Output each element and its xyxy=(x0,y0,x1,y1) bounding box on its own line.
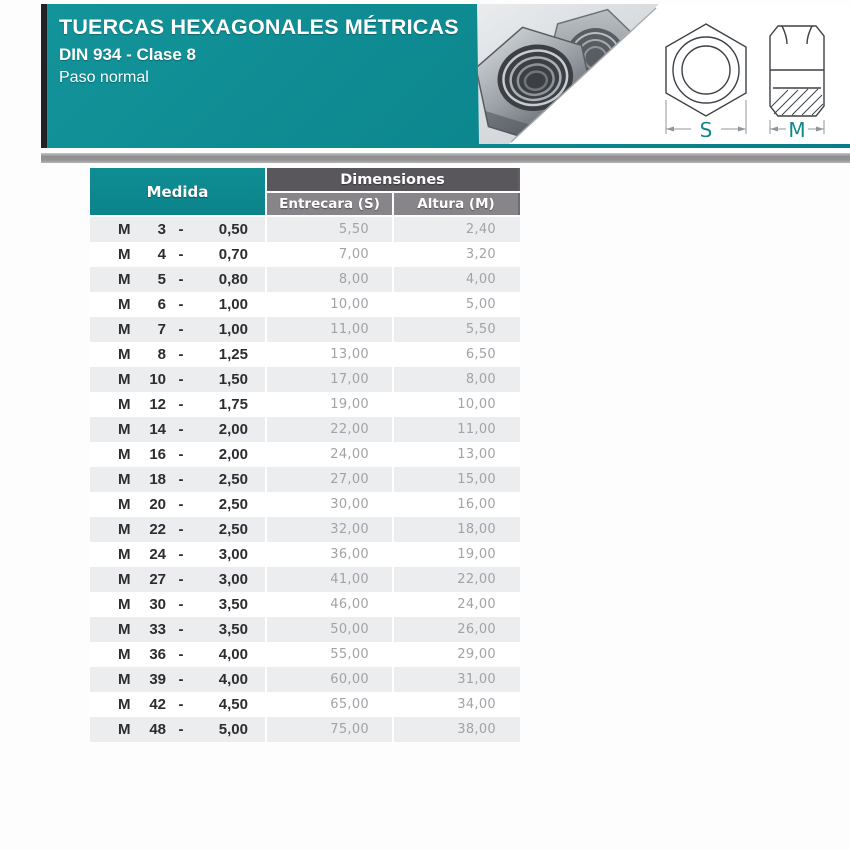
divider-bar xyxy=(41,153,850,163)
entrecara-value: 8,00 xyxy=(267,267,392,292)
medida-size: 39 xyxy=(149,671,166,688)
medida-dash: - xyxy=(178,621,184,638)
medida-size: 18 xyxy=(149,471,166,488)
medida-pitch: 3,50 xyxy=(218,621,248,638)
medida-size: 6 xyxy=(157,296,166,313)
altura-value: 38,00 xyxy=(394,717,520,742)
medida-prefix: M xyxy=(118,596,131,613)
medida-size: 3 xyxy=(157,221,166,238)
medida-prefix: M xyxy=(118,346,131,363)
table-row xyxy=(90,667,520,692)
medida-size: 7 xyxy=(157,321,166,338)
medida-dash: - xyxy=(178,546,184,563)
table-row xyxy=(90,342,520,367)
medida-cell xyxy=(90,642,265,667)
medida-pitch: 4,00 xyxy=(218,671,248,688)
altura-value: 34,00 xyxy=(394,692,520,717)
entrecara-value: 50,00 xyxy=(267,617,392,642)
entrecara-value: 32,00 xyxy=(267,517,392,542)
altura-value: 15,00 xyxy=(394,467,520,492)
medida-prefix: M xyxy=(118,221,131,238)
entrecara-value: 27,00 xyxy=(267,467,392,492)
medida-dash: - xyxy=(178,471,184,488)
medida-dash: - xyxy=(178,396,184,413)
medida-cell xyxy=(90,417,265,442)
medida-dash: - xyxy=(178,696,184,713)
medida-cell xyxy=(90,567,265,592)
table-row xyxy=(90,392,520,417)
altura-value: 5,50 xyxy=(394,317,520,342)
table-row xyxy=(90,442,520,467)
medida-pitch: 2,00 xyxy=(218,421,248,438)
entrecara-value: 22,00 xyxy=(267,417,392,442)
table-body xyxy=(90,217,520,742)
nut-dimension-diagrams xyxy=(658,12,838,140)
entrecara-value: 7,00 xyxy=(267,242,392,267)
paso-subtitle: Paso normal xyxy=(59,69,149,86)
table-row xyxy=(90,692,520,717)
medida-cell xyxy=(90,367,265,392)
altura-value: 5,00 xyxy=(394,292,520,317)
medida-dash: - xyxy=(178,446,184,463)
table-row xyxy=(90,317,520,342)
entrecara-value: 75,00 xyxy=(267,717,392,742)
medida-prefix: M xyxy=(118,571,131,588)
medida-dash: - xyxy=(178,346,184,363)
table-row xyxy=(90,617,520,642)
diagram-label-s: S xyxy=(699,118,713,140)
entrecara-value: 41,00 xyxy=(267,567,392,592)
medida-size: 48 xyxy=(149,721,166,738)
medida-dash: - xyxy=(178,521,184,538)
medida-pitch: 1,75 xyxy=(218,396,248,413)
medida-prefix: M xyxy=(118,546,131,563)
medida-cell xyxy=(90,542,265,567)
medida-cell xyxy=(90,717,265,742)
table-row xyxy=(90,542,520,567)
medida-size: 20 xyxy=(149,496,166,513)
entrecara-value: 17,00 xyxy=(267,367,392,392)
altura-value: 3,20 xyxy=(394,242,520,267)
medida-cell xyxy=(90,317,265,342)
altura-value: 26,00 xyxy=(394,617,520,642)
medida-cell xyxy=(90,242,265,267)
medida-size: 27 xyxy=(149,571,166,588)
medida-dash: - xyxy=(178,646,184,663)
medida-prefix: M xyxy=(118,646,131,663)
entrecara-value: 36,00 xyxy=(267,542,392,567)
medida-pitch: 3,50 xyxy=(218,596,248,613)
table-row xyxy=(90,467,520,492)
medida-prefix: M xyxy=(118,371,131,388)
medida-size: 22 xyxy=(149,521,166,538)
medida-prefix: M xyxy=(118,621,131,638)
medida-cell xyxy=(90,392,265,417)
medida-prefix: M xyxy=(118,246,131,263)
medida-size: 10 xyxy=(149,371,166,388)
altura-value: 16,00 xyxy=(394,492,520,517)
medida-prefix: M xyxy=(118,696,131,713)
medida-prefix: M xyxy=(118,446,131,463)
table-row xyxy=(90,217,520,242)
medida-dash: - xyxy=(178,221,184,238)
medida-size: 24 xyxy=(149,546,166,563)
altura-value: 10,00 xyxy=(394,392,520,417)
entrecara-value: 65,00 xyxy=(267,692,392,717)
table-row xyxy=(90,642,520,667)
altura-value: 24,00 xyxy=(394,592,520,617)
medida-prefix: M xyxy=(118,721,131,738)
medida-pitch: 2,50 xyxy=(218,521,248,538)
medida-pitch: 3,00 xyxy=(218,571,248,588)
medida-cell xyxy=(90,592,265,617)
medida-size: 30 xyxy=(149,596,166,613)
page-edge-strip xyxy=(41,4,47,148)
medida-prefix: M xyxy=(118,396,131,413)
diagram-label-m: M xyxy=(788,118,806,140)
altura-value: 4,00 xyxy=(394,267,520,292)
table-row xyxy=(90,567,520,592)
title-block xyxy=(59,15,459,87)
medida-cell xyxy=(90,292,265,317)
entrecara-value: 13,00 xyxy=(267,342,392,367)
medida-cell xyxy=(90,517,265,542)
table-row xyxy=(90,242,520,267)
medida-dash: - xyxy=(178,296,184,313)
table-row xyxy=(90,367,520,392)
altura-value: 11,00 xyxy=(394,417,520,442)
medida-pitch: 2,50 xyxy=(218,471,248,488)
medida-pitch: 3,00 xyxy=(218,546,248,563)
medida-size: 5 xyxy=(157,271,166,288)
altura-value: 2,40 xyxy=(394,217,520,242)
medida-prefix: M xyxy=(118,296,131,313)
table-row xyxy=(90,517,520,542)
entrecara-value: 60,00 xyxy=(267,667,392,692)
dimensions-table xyxy=(90,168,520,742)
medida-prefix: M xyxy=(118,496,131,513)
medida-pitch: 1,00 xyxy=(218,321,248,338)
medida-pitch: 2,00 xyxy=(218,446,248,463)
col-header-dimensiones: Dimensiones xyxy=(267,168,520,191)
col-header-medida: Medida xyxy=(90,168,265,215)
entrecara-value: 11,00 xyxy=(267,317,392,342)
medida-pitch: 0,70 xyxy=(218,246,248,263)
medida-cell xyxy=(90,267,265,292)
medida-cell xyxy=(90,692,265,717)
medida-dash: - xyxy=(178,596,184,613)
table-row xyxy=(90,417,520,442)
medida-prefix: M xyxy=(118,471,131,488)
altura-value: 18,00 xyxy=(394,517,520,542)
medida-dash: - xyxy=(178,421,184,438)
medida-pitch: 0,80 xyxy=(218,271,248,288)
medida-cell xyxy=(90,667,265,692)
medida-size: 12 xyxy=(149,396,166,413)
medida-dash: - xyxy=(178,721,184,738)
altura-value: 8,00 xyxy=(394,367,520,392)
altura-value: 6,50 xyxy=(394,342,520,367)
col-header-entrecara: Entrecara (S) xyxy=(267,193,392,215)
medida-pitch: 4,00 xyxy=(218,646,248,663)
medida-pitch: 1,50 xyxy=(218,371,248,388)
entrecara-value: 46,00 xyxy=(267,592,392,617)
medida-cell xyxy=(90,617,265,642)
entrecara-value: 30,00 xyxy=(267,492,392,517)
altura-value: 13,00 xyxy=(394,442,520,467)
din-subtitle: DIN 934 - Clase 8 xyxy=(59,45,197,64)
table-header xyxy=(90,168,520,215)
entrecara-value: 55,00 xyxy=(267,642,392,667)
medida-dash: - xyxy=(178,496,184,513)
table-row xyxy=(90,267,520,292)
medida-prefix: M xyxy=(118,271,131,288)
medida-cell xyxy=(90,342,265,367)
medida-dash: - xyxy=(178,671,184,688)
medida-prefix: M xyxy=(118,421,131,438)
medida-dash: - xyxy=(178,371,184,388)
table-row xyxy=(90,292,520,317)
medida-pitch: 1,25 xyxy=(218,346,248,363)
medida-prefix: M xyxy=(118,671,131,688)
entrecara-value: 24,00 xyxy=(267,442,392,467)
medida-size: 8 xyxy=(157,346,166,363)
medida-dash: - xyxy=(178,571,184,588)
col-header-altura: Altura (M) xyxy=(394,193,520,215)
entrecara-value: 19,00 xyxy=(267,392,392,417)
altura-value: 19,00 xyxy=(394,542,520,567)
medida-prefix: M xyxy=(118,521,131,538)
table-row xyxy=(90,592,520,617)
medida-size: 14 xyxy=(149,421,166,438)
page-title: TUERCAS HEXAGONALES MÉTRICAS xyxy=(59,15,459,39)
altura-value: 22,00 xyxy=(394,567,520,592)
medida-pitch: 5,00 xyxy=(218,721,248,738)
altura-value: 31,00 xyxy=(394,667,520,692)
medida-size: 36 xyxy=(149,646,166,663)
medida-size: 16 xyxy=(149,446,166,463)
medida-dash: - xyxy=(178,246,184,263)
medida-pitch: 4,50 xyxy=(218,696,248,713)
entrecara-value: 10,00 xyxy=(267,292,392,317)
altura-value: 29,00 xyxy=(394,642,520,667)
medida-size: 42 xyxy=(149,696,166,713)
medida-cell xyxy=(90,492,265,517)
medida-cell xyxy=(90,442,265,467)
medida-dash: - xyxy=(178,271,184,288)
header-band xyxy=(41,4,850,148)
entrecara-value: 5,50 xyxy=(267,217,392,242)
medida-size: 4 xyxy=(157,246,166,263)
medida-pitch: 1,00 xyxy=(218,296,248,313)
medida-dash: - xyxy=(178,321,184,338)
medida-cell xyxy=(90,217,265,242)
medida-cell xyxy=(90,467,265,492)
medida-prefix: M xyxy=(118,321,131,338)
medida-pitch: 2,50 xyxy=(218,496,248,513)
medida-size: 33 xyxy=(149,621,166,638)
table-row xyxy=(90,492,520,517)
medida-pitch: 0,50 xyxy=(218,221,248,238)
table-row xyxy=(90,717,520,742)
